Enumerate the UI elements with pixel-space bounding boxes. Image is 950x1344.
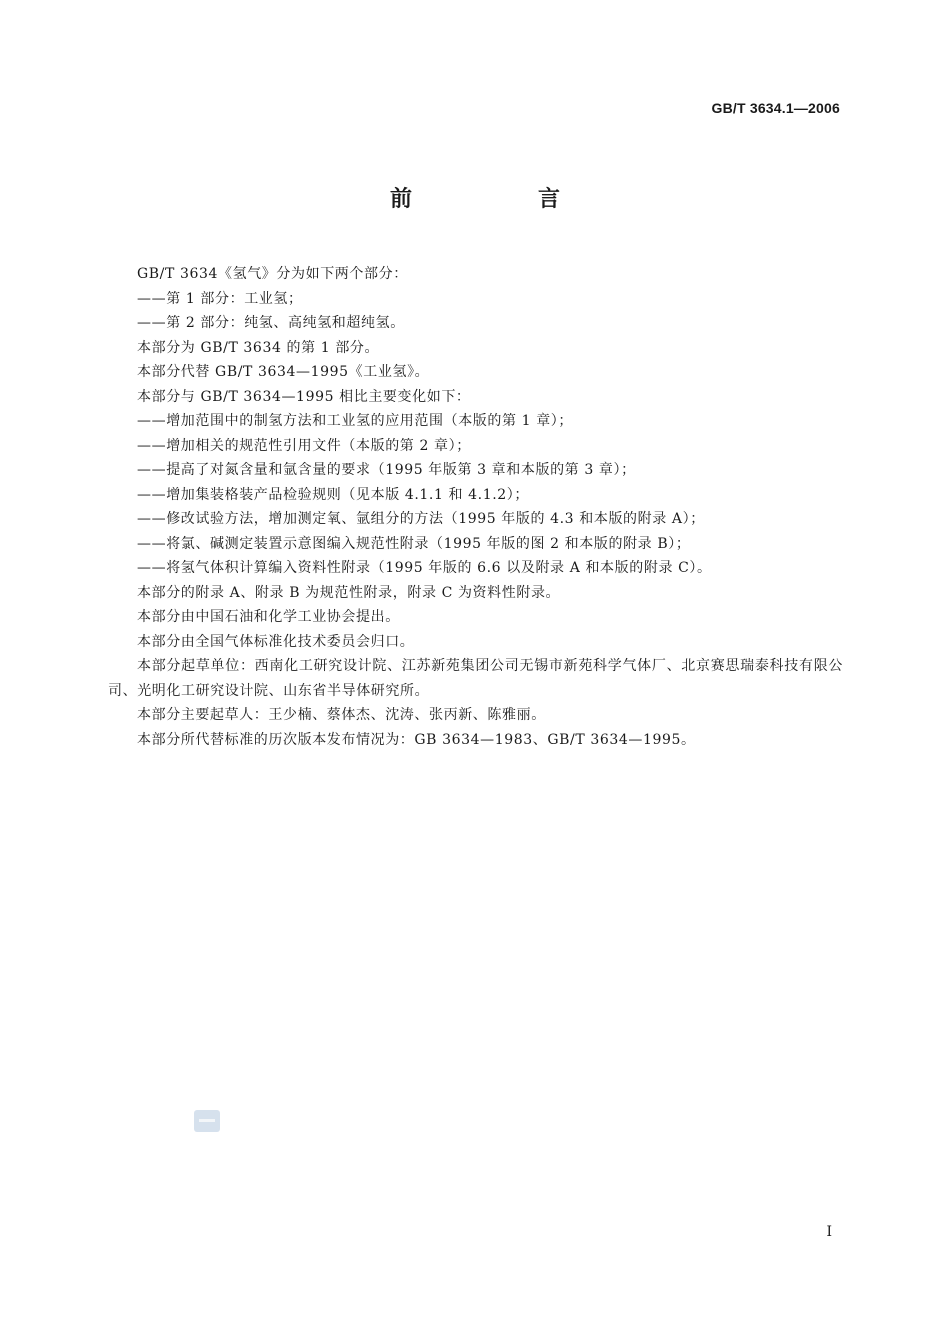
paragraph: 本部分主要起草人：王少楠、蔡体杰、沈涛、张丙新、陈雅丽。	[137, 707, 546, 723]
paragraph: 本部分代替 GB/T 3634—1995《工业氢》。	[137, 364, 430, 380]
list-item: ——提高了对氮含量和氩含量的要求（1995 年版第 3 章和本版的第 3 章）；	[137, 462, 636, 478]
list-item: ——增加相关的规范性引用文件（本版的第 2 章）；	[137, 437, 471, 454]
standard-code: GB/T 3634.1—2006	[711, 100, 840, 116]
paragraph: GB/T 3634《氢气》分为如下两个部分：	[137, 266, 408, 282]
paragraph: 本部分所代替标准的历次版本发布情况为：GB 3634—1983、GB/T 3634—1995。	[137, 731, 696, 748]
page-number: I	[826, 1224, 832, 1240]
list-item: ——修改试验方法，增加测定氧、氩组分的方法（1995 年版的 4.3 和本版的附录 A）；	[137, 511, 705, 527]
list-item: ——将氯、碱测定装置示意图编入规范性附录（1995 年版的图 2 和本版的附录 B）；	[137, 535, 691, 552]
page-title: 前 言	[389, 187, 612, 212]
sac-watermark-logo	[194, 1110, 220, 1132]
paragraph: 本部分与 GB/T 3634—1995 相比主要变化如下：	[137, 388, 471, 405]
list-item: ——第 1 部分：工业氢；	[137, 290, 303, 307]
list-item: ——第 2 部分：纯氢、高纯氢和超纯氢。	[137, 315, 405, 331]
paragraph: 本部分的附录 A、附录 B 为规范性附录，附录 C 为资料性附录。	[137, 584, 561, 601]
foreword-body	[108, 262, 843, 752]
paragraph: 本部分起草单位：西南化工研究设计院、江苏新苑集团公司无锡市新苑科学气体厂、北京赛思瑞泰科技有限公司、光明化工研究设计院、山东省半导体研究所。	[108, 658, 843, 699]
list-item: ——增加集装格装产品检验规则（见本版 4.1.1 和 4.1.2）；	[137, 486, 529, 503]
list-item: ——增加范围中的制氢方法和工业氢的应用范围（本版的第 1 章）；	[137, 413, 574, 429]
paragraph: 本部分为 GB/T 3634 的第 1 部分。	[137, 339, 380, 356]
paragraph: 本部分由全国气体标准化技术委员会归口。	[137, 633, 415, 650]
paragraph: 本部分由中国石油和化学工业协会提出。	[137, 609, 400, 625]
list-item: ——将氢气体积计算编入资料性附录（1995 年版的 6.6 以及附录 A 和本版的附录 C）。	[137, 560, 712, 576]
